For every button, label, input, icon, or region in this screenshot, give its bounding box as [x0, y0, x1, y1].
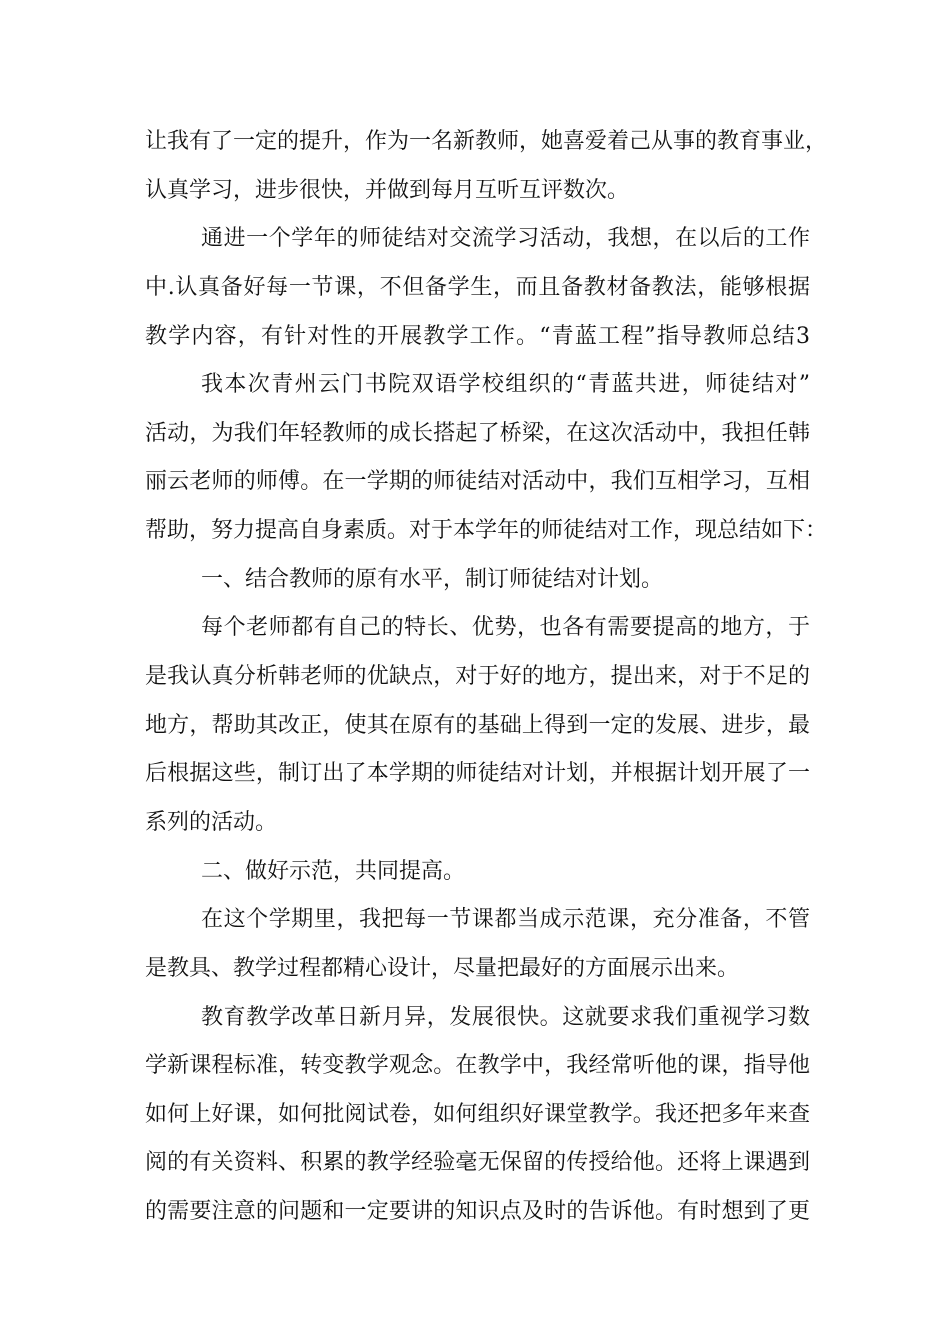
text-line: 阅的有关资料、积累的教学经验毫无保留的传授给他。还将上课遇到: [145, 1150, 810, 1176]
text-line: 活动，为我们年轻教师的成长搭起了桥梁，在这次活动中，我担任韩: [145, 420, 810, 446]
text-line: 地方，帮助其改正，使其在原有的基础上得到一定的发展、进步，最: [145, 712, 810, 738]
section-heading: 一、结合教师的原有水平，制订师徒结对计划。: [201, 566, 664, 592]
text-line: 在这个学期里，我把每一节课都当成示范课，充分准备，不管: [201, 907, 810, 933]
text-line: 中.认真备好每一节课，不但备学生，而且备教材备教法，能够根据: [145, 274, 810, 300]
text-line: 教育教学改革日新月异，发展很快。这就要求我们重视学习数: [201, 1004, 810, 1030]
text-line: 学新课程标准，转变教学观念。在教学中，我经常听他的课，指导他: [145, 1053, 810, 1079]
text-line: 如何上好课，如何批阅试卷，如何组织好课堂教学。我还把多年来查: [145, 1101, 810, 1127]
text-line: 通进一个学年的师徒结对交流学习活动，我想，在以后的工作: [201, 226, 810, 252]
text-line: 是教具、教学过程都精心设计，尽量把最好的方面展示出来。: [145, 955, 740, 981]
text-line: 帮助，努力提高自身素质。对于本学年的师徒结对工作，现总结如下：: [145, 518, 828, 544]
text-line: 的需要注意的问题和一定要讲的知识点及时的告诉他。有时想到了更: [145, 1199, 810, 1225]
section-heading: 二、做好示范，共同提高。: [201, 858, 466, 884]
text-line: 是我认真分析韩老师的优缺点，对于好的地方，提出来，对于不足的: [145, 664, 810, 690]
text-line: 教学内容，有针对性的开展教学工作。“青蓝工程”指导教师总结3: [145, 323, 810, 349]
text-line: 我本次青州云门书院双语学校组织的“青蓝共进，师徒结对”: [201, 372, 810, 398]
text-line: 后根据这些，制订出了本学期的师徒结对计划，并根据计划开展了一: [145, 761, 810, 787]
text-line: 系列的活动。: [145, 809, 278, 835]
text-line: 每个老师都有自己的特长、优势，也各有需要提高的地方，于: [201, 615, 810, 641]
text-line: 认真学习，进步很快，并做到每月互听互评数次。: [145, 177, 630, 203]
text-line: 让我有了一定的提升，作为一名新教师，她喜爱着己从事的教育事业，: [145, 129, 828, 154]
text-line: 丽云老师的师傅。在一学期的师徒结对活动中，我们互相学习，互相: [145, 469, 810, 495]
body-text: [145, 118, 828, 1237]
